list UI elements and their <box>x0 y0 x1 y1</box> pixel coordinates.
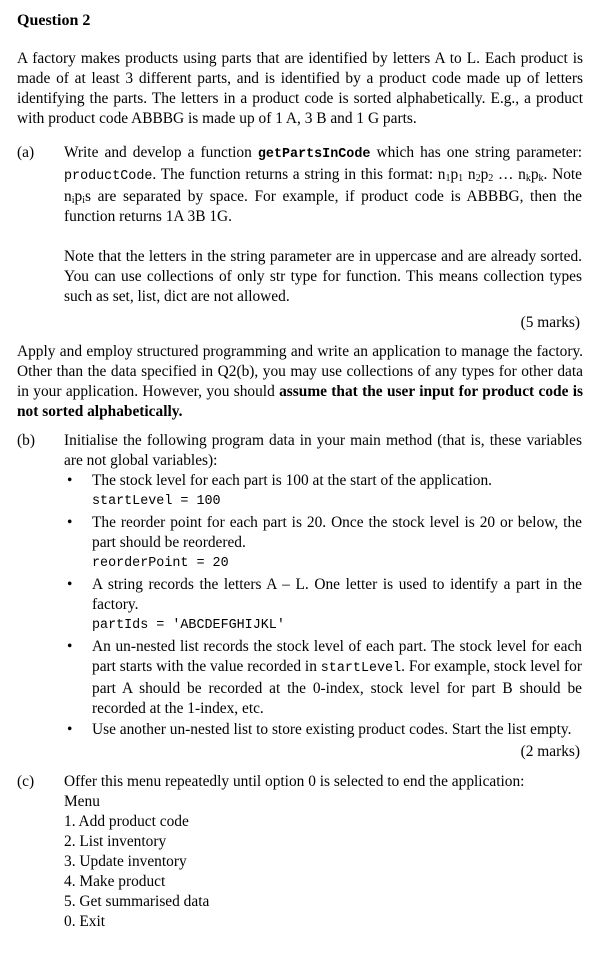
menu-item: 5. Get summarised data <box>64 893 210 910</box>
part-a-label: (a) <box>17 144 35 161</box>
menu-item: 1. Add product code <box>64 813 189 830</box>
bullet-dot: • <box>67 721 73 738</box>
part-b-bullet-list <box>64 471 582 740</box>
menu-item: 0. Exit <box>64 913 106 930</box>
menu-item: 3. Update inventory <box>64 853 187 870</box>
menu-title: Menu <box>64 793 100 810</box>
code-start-level: startLevel = 100 <box>92 494 221 509</box>
bullet-product-codes: • Use another un-nested list to store existing product codes. Start the list empty. <box>67 721 572 738</box>
part-a-marks: (5 marks) <box>520 314 580 331</box>
menu-block <box>64 792 209 932</box>
question-title: Question 2 <box>17 12 91 29</box>
intro-paragraph: A factory makes products using parts that are identified by letters A to L. Each product is made of at least 3 different parts, and is identified by a product code made up of letters identifying the parts. The letters in a product code is sorted alphabetically. E.g., a product with product code ABBBG is made up of 1 A, 3 B and 1 G parts. <box>17 50 583 127</box>
part-a-paragraph-2: Note that the letters in the string parameter are in uppercase and are already sorted. You can use collections of only str type for function. This means collection types such as set, list, dict are not allowed. <box>64 248 582 305</box>
part-b-label: (b) <box>17 432 35 449</box>
part-a-paragraph-1: Write and develop a function getPartsInCode which has one string parameter: productCode. The function returns a string in this format: $n_1p_1$ $n_2p_2$ … $n_kp_k$. Note $n_ip_is$ are separated by space. For example, if product code is ABBBG, then the function returns 1A 3B 1G. <box>64 144 583 225</box>
bullet-part-ids: • A string records the letters A – L. One letter is used to identify a part in the factory. partIds = 'ABCDEFGHIJKL' <box>64 575 582 636</box>
bullet-dot: • <box>67 514 73 531</box>
part-b-marks: (2 marks) <box>520 743 580 760</box>
menu-item: 2. List inventory <box>64 833 167 850</box>
code-part-ids: partIds = 'ABCDEFGHIJKL' <box>92 618 285 633</box>
bullet-start-level: • The stock level for each part is 100 at the start of the application. startLevel = 100 <box>64 471 582 512</box>
part-b-intro: Initialise the following program data in your main method (that is, these variables are not global variables): <box>64 432 582 469</box>
bullet-stock-list: • An un-nested list records the stock level of each part. The stock level for each part starts with the value recorded in startLevel. For example, stock level for part A should be recorded at the 0-index, stock level for part B should be recorded at the 1-index, etc. <box>67 638 582 717</box>
part-c-intro: Offer this menu repeatedly until option 0 is selected to end the application: <box>64 773 525 790</box>
part-c-label: (c) <box>17 773 35 790</box>
code-reorder-point: reorderPoint = 20 <box>92 556 229 571</box>
bullet-reorder-point: • The reorder point for each part is 20. Once the stock level is 20 or below, the part should be reordered. reorderPoint = 20 <box>64 513 582 574</box>
apply-paragraph: Apply and employ structured programming and write an application to manage the factory. Other than the data specified in Q2(b), you may use collections of any types for other data in your application. However, you should assume that the user input for product code is not sorted alphabetically. <box>17 343 584 420</box>
bullet-dot: • <box>67 638 73 655</box>
bullet-dot: • <box>67 576 73 593</box>
menu-item: 4. Make product <box>64 873 166 890</box>
bullet-dot: • <box>67 472 73 489</box>
